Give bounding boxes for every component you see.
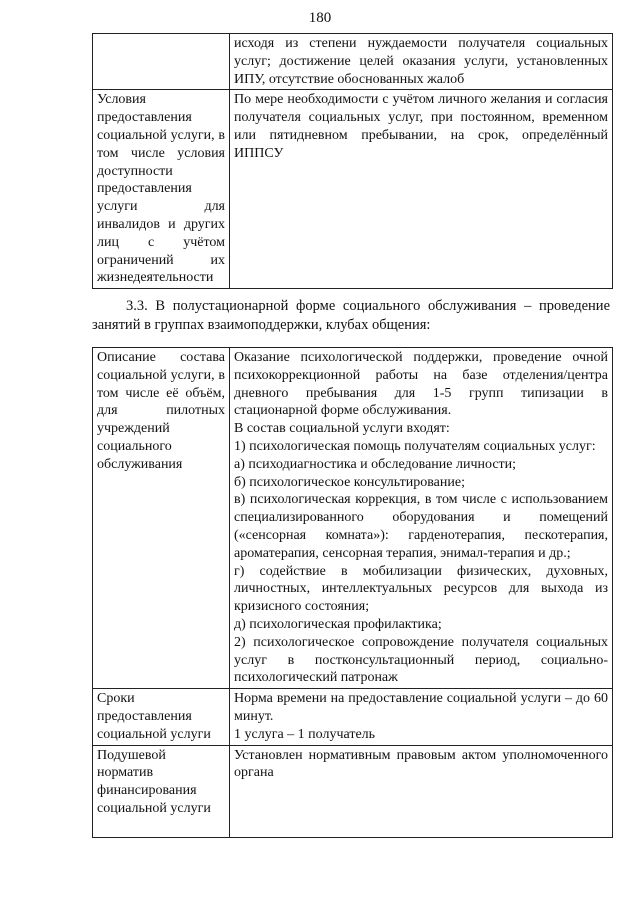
value-line: Норма времени на предоставление социальной услуги – до 60 минут. [234,691,608,724]
table-row [93,90,613,289]
value-line: 1 услуга – 1 получатель [234,726,376,742]
row-label: Условия предоставления социальной услуги, в том числе условия доступности предоставления услуги для инвалидов и других лиц с учётом ограничений их жизнедеятельности [93,90,230,289]
row-label: Подушевой норматив финансирования социальной услуги [93,745,230,837]
table-row [93,745,613,837]
service-description-table [92,347,613,838]
table-row [93,34,613,90]
value-line: в) психологическая коррекция, в том числе с использованием специализированного оборудования и помещений («сенсорная комната»): гарденотерапия, пескотерапия, ароматерапия, сенсорная терапия, энимал-терапия и др.; [234,492,608,561]
value-line: Установлен нормативным правовым актом уполномоченного органа [234,747,608,781]
value-line: 1) психологическая помощь получателям социальных услуг: [234,438,596,454]
table-row [93,348,613,689]
row-value [230,348,613,689]
value-line: Оказание психологической поддержки, проведение очной психокоррекционной работы на базе отделения/центра дневного пребывания для 1-5 групп типизации в стационарной форме обслуживания. [234,350,608,419]
value-line: 2) психологическое сопровождение получателя социальных услуг в постконсультационный период, социально-психологический патронаж [234,634,608,686]
table-row [93,689,613,745]
section-heading: 3.3. В полустационарной форме социального обслуживания – проведение занятий в группах взаимоподдержки, клубах общения: [92,298,610,333]
value-line: г) содействие в мобилизации физических, духовных, личностных, интеллектуальных ресурсов для выхода из кризисного состояния; [234,563,608,615]
value-line: В состав социальной услуги входят: [234,421,450,437]
page-number: 180 [308,10,332,26]
row-value: По мере необходимости с учётом личного желания и согласия получателя социальных услуг, при постоянном, временном или пятидневном пребывании, на срок, определённый ИППСУ [230,90,613,289]
row-value: исходя из степени нуждаемости получателя социальных услуг; достижение целей оказания услуги, установленных ИПУ, отсутствие обоснованных жалоб [230,34,613,90]
conditions-table [92,33,613,289]
row-label: Описание состава социальной услуги, в том числе её объём, для пилотных учреждений социального обслуживания [93,348,230,689]
value-line: а) психодиагностика и обследование личности; [234,456,517,472]
row-value [230,689,613,745]
row-label: Сроки предоставления социальной услуги [93,689,230,745]
row-value [230,745,613,837]
value-line: б) психологическое консультирование; [234,474,465,490]
value-line: д) психологическая профилактика; [234,616,442,632]
row-label [93,34,230,90]
